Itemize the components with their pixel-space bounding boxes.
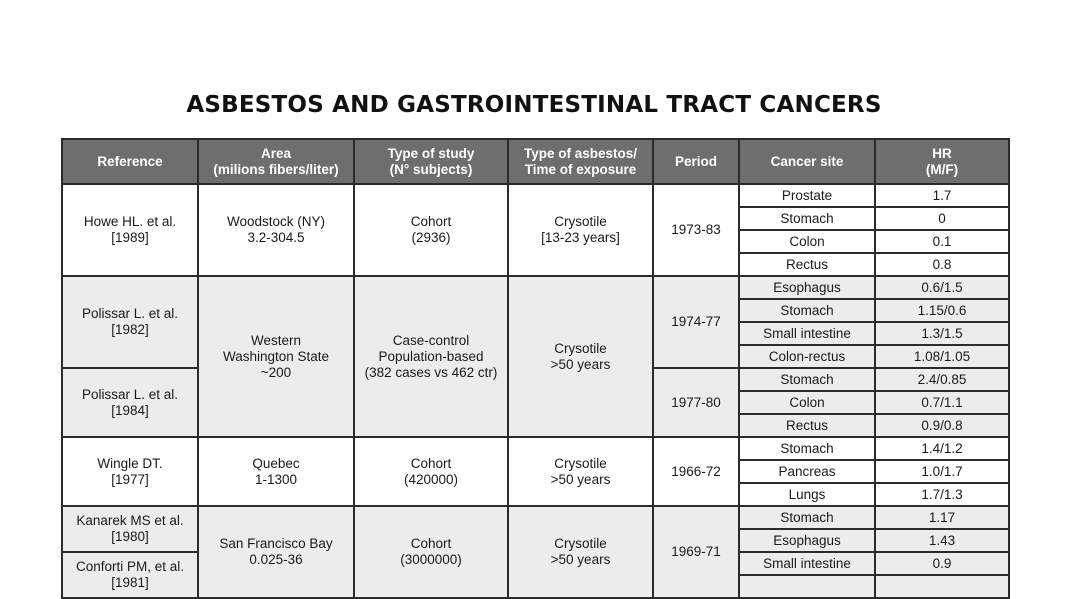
- header-hr: HR (M/F): [875, 139, 1009, 184]
- hr-cell: 0.8: [875, 253, 1009, 276]
- area-cell: San Francisco Bay 0.025-36: [198, 506, 354, 598]
- hr-cell: 0.1: [875, 230, 1009, 253]
- hr-cell: 0.6/1.5: [875, 276, 1009, 299]
- area-cell: Western Washington State ~200: [198, 276, 354, 437]
- site-cell: Small intestine: [739, 322, 875, 345]
- site-cell: Rectus: [739, 253, 875, 276]
- asbestos-table: [61, 138, 1010, 599]
- hr-cell: 1.7/1.3: [875, 483, 1009, 506]
- hr-cell: 0.7/1.1: [875, 391, 1009, 414]
- header-asbestos: Type of asbestos/ Time of exposure: [508, 139, 653, 184]
- hr-cell: 1.0/1.7: [875, 460, 1009, 483]
- period-cell: 1966-72: [653, 437, 739, 506]
- site-cell: Prostate: [739, 184, 875, 207]
- site-cell: Stomach: [739, 207, 875, 230]
- study-cell: Cohort (2936): [354, 184, 508, 276]
- site-cell: Esophagus: [739, 276, 875, 299]
- header-study: Type of study (N° subjects): [354, 139, 508, 184]
- site-cell: Esophagus: [739, 529, 875, 552]
- area-cell: Quebec 1-1300: [198, 437, 354, 506]
- site-cell: Stomach: [739, 299, 875, 322]
- hr-cell: 2.4/0.85: [875, 368, 1009, 391]
- period-cell: 1974-77: [653, 276, 739, 368]
- reference-cell: Wingle DT. [1977]: [62, 437, 198, 506]
- hr-cell: 0: [875, 207, 1009, 230]
- hr-cell: 1.08/1.05: [875, 345, 1009, 368]
- hr-cell: 1.15/0.6: [875, 299, 1009, 322]
- page-title: ASBESTOS AND GASTROINTESTINAL TRACT CANCERS: [186, 92, 882, 118]
- site-cell: Colon-rectus: [739, 345, 875, 368]
- site-cell: Stomach: [739, 368, 875, 391]
- period-cell: 1977-80: [653, 368, 739, 437]
- study-cell: Cohort (3000000): [354, 506, 508, 598]
- site-cell: Colon: [739, 391, 875, 414]
- hr-cell: 0.9: [875, 552, 1009, 575]
- site-cell: Pancreas: [739, 460, 875, 483]
- reference-cell: Kanarek MS et al. [1980]: [62, 506, 198, 552]
- reference-cell: Howe HL. et al. [1989]: [62, 184, 198, 276]
- hr-cell: 1.7: [875, 184, 1009, 207]
- hr-cell: [875, 575, 1009, 598]
- period-cell: 1973-83: [653, 184, 739, 276]
- table-row: [62, 437, 1009, 460]
- table-row: [62, 276, 1009, 299]
- table-row: [62, 506, 1009, 529]
- header-area: Area (milions fibers/liter): [198, 139, 354, 184]
- area-cell: Woodstock (NY) 3.2-304.5: [198, 184, 354, 276]
- period-cell: 1969-71: [653, 506, 739, 598]
- hr-cell: 1.3/1.5: [875, 322, 1009, 345]
- asbestos-cell: Crysotile >50 years: [508, 437, 653, 506]
- site-cell: Lungs: [739, 483, 875, 506]
- study-cell: Case-control Population-based (382 cases vs 462 ctr): [354, 276, 508, 437]
- hr-cell: 1.17: [875, 506, 1009, 529]
- reference-cell: Polissar L. et al. [1982]: [62, 276, 198, 368]
- asbestos-cell: Crysotile >50 years: [508, 506, 653, 598]
- asbestos-cell: Crysotile [13-23 years]: [508, 184, 653, 276]
- hr-cell: 1.4/1.2: [875, 437, 1009, 460]
- study-cell: Cohort (420000): [354, 437, 508, 506]
- site-cell: Stomach: [739, 506, 875, 529]
- reference-cell: Conforti PM, et al. [1981]: [62, 552, 198, 598]
- header-period: Period: [653, 139, 739, 184]
- hr-cell: 0.9/0.8: [875, 414, 1009, 437]
- header-site: Cancer site: [739, 139, 875, 184]
- reference-cell: Polissar L. et al. [1984]: [62, 368, 198, 437]
- header-row: [62, 139, 1009, 184]
- table-row: [62, 184, 1009, 207]
- hr-cell: 1.43: [875, 529, 1009, 552]
- site-cell: Stomach: [739, 437, 875, 460]
- header-reference: Reference: [62, 139, 198, 184]
- asbestos-cell: Crysotile >50 years: [508, 276, 653, 437]
- site-cell: Small intestine: [739, 552, 875, 575]
- site-cell: Colon: [739, 230, 875, 253]
- site-cell: Rectus: [739, 414, 875, 437]
- site-cell: [739, 575, 875, 598]
